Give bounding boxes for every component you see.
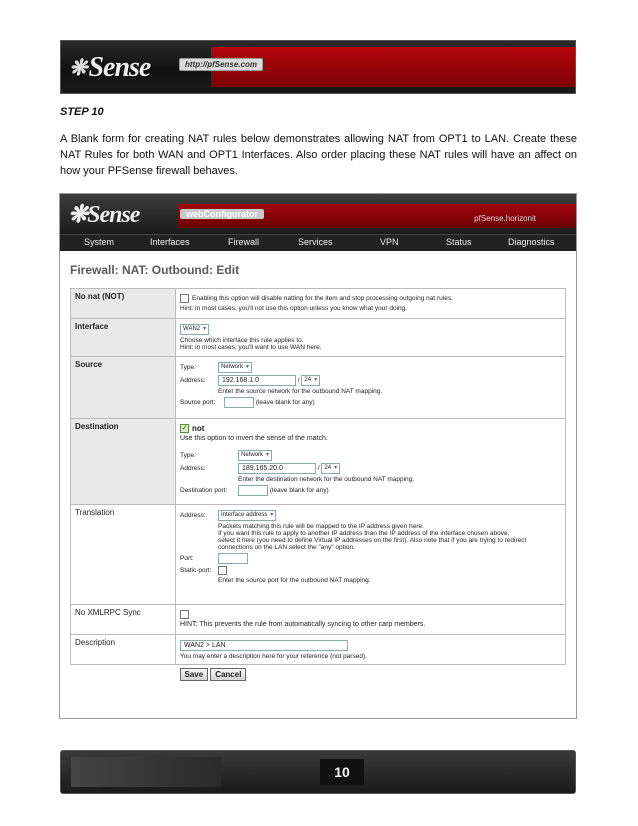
screenshot-logo: ❋Sense: [68, 202, 140, 228]
nav-status[interactable]: Status: [446, 237, 472, 247]
source-type-select[interactable]: Network ▾: [218, 362, 252, 373]
description-input[interactable]: WAN2 > LAN: [180, 640, 348, 651]
page-footer: [60, 750, 576, 794]
interface-select[interactable]: WAN2 ▾: [180, 324, 209, 335]
xmlrpc-hint: HINT: This prevents the rule from automatically syncing to other carp members.: [180, 621, 426, 628]
pfsense-banner: [60, 40, 576, 94]
destination-port-label: Destination port:: [180, 487, 228, 494]
destination-port-help: (leave blank for any): [269, 487, 329, 494]
source-port-input[interactable]: [224, 397, 254, 408]
nav-interfaces[interactable]: Interfaces: [150, 237, 190, 247]
screenshot-header: [60, 194, 576, 234]
footer-panel: [71, 757, 221, 787]
source-port-help: (leave blank for any): [255, 399, 315, 406]
translation-static-help: Enter the source port for the outbound NAT mapping.: [218, 577, 371, 584]
nav-bar: [60, 234, 576, 251]
destination-label: Destination: [71, 419, 176, 505]
banner-red-bar: [211, 47, 575, 87]
translation-port-input[interactable]: [218, 553, 248, 564]
nav-system[interactable]: System: [84, 237, 115, 247]
translation-help-1: Packets matching this rule will be mapped to the IP address given here.: [218, 523, 424, 530]
nav-diagnostics[interactable]: Diagnostics: [508, 237, 555, 247]
source-type-label: Type:: [180, 364, 196, 371]
translation-port-label: Port:: [180, 555, 194, 562]
pf-icon: ❋: [69, 55, 87, 80]
interface-help: Choose which interface this rule applies to.: [180, 337, 304, 344]
destination-address-label: Address:: [180, 465, 206, 472]
source-address-input[interactable]: 192.168.1.0: [218, 375, 296, 386]
translation-static-label: Static-port:: [180, 567, 212, 574]
row-translation: [71, 505, 566, 605]
nav-services[interactable]: Services: [298, 237, 333, 247]
page-title: Firewall: NAT: Outbound: Edit: [70, 263, 240, 277]
source-address-label: Address:: [180, 377, 206, 384]
banner-url: http://pfSense.com: [179, 58, 263, 71]
translation-help-4: connections on the LAN select the "any" option.: [218, 544, 355, 551]
translation-static-checkbox[interactable]: [218, 566, 227, 575]
interface-hint: Hint: in most cases, you'll want to use WAN here.: [180, 344, 322, 351]
page-number: 10: [320, 759, 364, 785]
nav-firewall[interactable]: Firewall: [228, 237, 260, 247]
save-button[interactable]: Save: [180, 668, 209, 681]
source-port-label: Source port:: [180, 399, 216, 406]
translation-label: Translation: [71, 505, 176, 605]
nonat-hint: Hint: in most cases, you'll not use this option unless you know what your doing.: [180, 305, 408, 312]
row-destination: Destination ✓ not Use this option to invert the sense of the match. Type: Network ▾ Address: 189.165.20.0 / 24 ▾ Enter the destination network for the outbound NAT mapping. Destination port: (leave blank for any): [71, 419, 566, 505]
destination-type-select[interactable]: Network ▾: [238, 450, 272, 461]
webconfigurator-screenshot: [59, 193, 577, 719]
step-paragraph: A Blank form for creating NAT rules below demonstrates allowing NAT from OPT1 to LAN. Create these NAT Rules for both WAN and OPT1 Interfaces. Also order placing these NAT rules will have an affect on how your PFSense firewall behaves.: [60, 133, 577, 177]
row-buttons: [71, 665, 566, 687]
translation-help-3: select it here (you need to define Virtual IP addresses on the first). Also note that if you are trying to redirect: [218, 537, 527, 544]
destination-not-checkbox[interactable]: ✓: [181, 425, 188, 432]
pfsense-logo: ❋ Sense: [69, 52, 151, 83]
nav-vpn[interactable]: VPN: [380, 237, 399, 247]
destination-mask-select[interactable]: 24 ▾: [321, 463, 340, 474]
row-description: [71, 635, 566, 665]
description-label: Description: [71, 635, 176, 665]
source-label: Source: [71, 357, 176, 419]
xmlrpc-label: No XMLRPC Sync: [71, 605, 176, 635]
row-xmlrpc: [71, 605, 566, 635]
translation-address-select[interactable]: Interface address ▾: [218, 510, 276, 521]
xmlrpc-checkbox[interactable]: [180, 610, 189, 619]
interface-label: Interface: [71, 319, 176, 357]
nonat-checkbox[interactable]: [180, 294, 189, 303]
source-mask-select[interactable]: 24 ▾: [301, 375, 320, 386]
destination-address-input[interactable]: 189.165.20.0: [238, 463, 316, 474]
step-heading: STEP 10: [60, 106, 104, 118]
cancel-button[interactable]: Cancel: [210, 668, 246, 681]
row-interface: [71, 319, 566, 357]
destination-port-input[interactable]: [238, 485, 268, 496]
translation-help-2: If you want this rule to apply to another IP address than the IP address of the interface chosen above,: [218, 530, 510, 537]
destination-not-label: not: [192, 424, 205, 433]
translation-address-label: Address:: [180, 512, 206, 519]
row-source: Source Type: Network ▾ Address: 192.168.1.0 / 24 ▾ Enter the source network for the outbound NAT mapping. Source port: (leave blank for any): [71, 357, 566, 419]
nonat-label: No nat (NOT): [71, 289, 176, 319]
hostname: pfSense.horizonit: [474, 214, 536, 223]
nonat-text: Enabling this option will disable natting for the item and stop processing outgoing nat rules.: [192, 295, 453, 302]
webconfigurator-label: webConfigurator: [180, 209, 264, 219]
destination-help: Enter the destination network for the outbound NAT mapping.: [238, 476, 415, 483]
source-help: Enter the source network for the outbound NAT mapping.: [218, 388, 383, 395]
destination-not-help: Use this option to invert the sense of the match.: [180, 435, 328, 442]
description-help: You may enter a description here for your reference (not parsed).: [180, 653, 367, 660]
nat-form: [70, 288, 566, 687]
row-nonat: [71, 289, 566, 319]
destination-type-label: Type:: [180, 452, 196, 459]
